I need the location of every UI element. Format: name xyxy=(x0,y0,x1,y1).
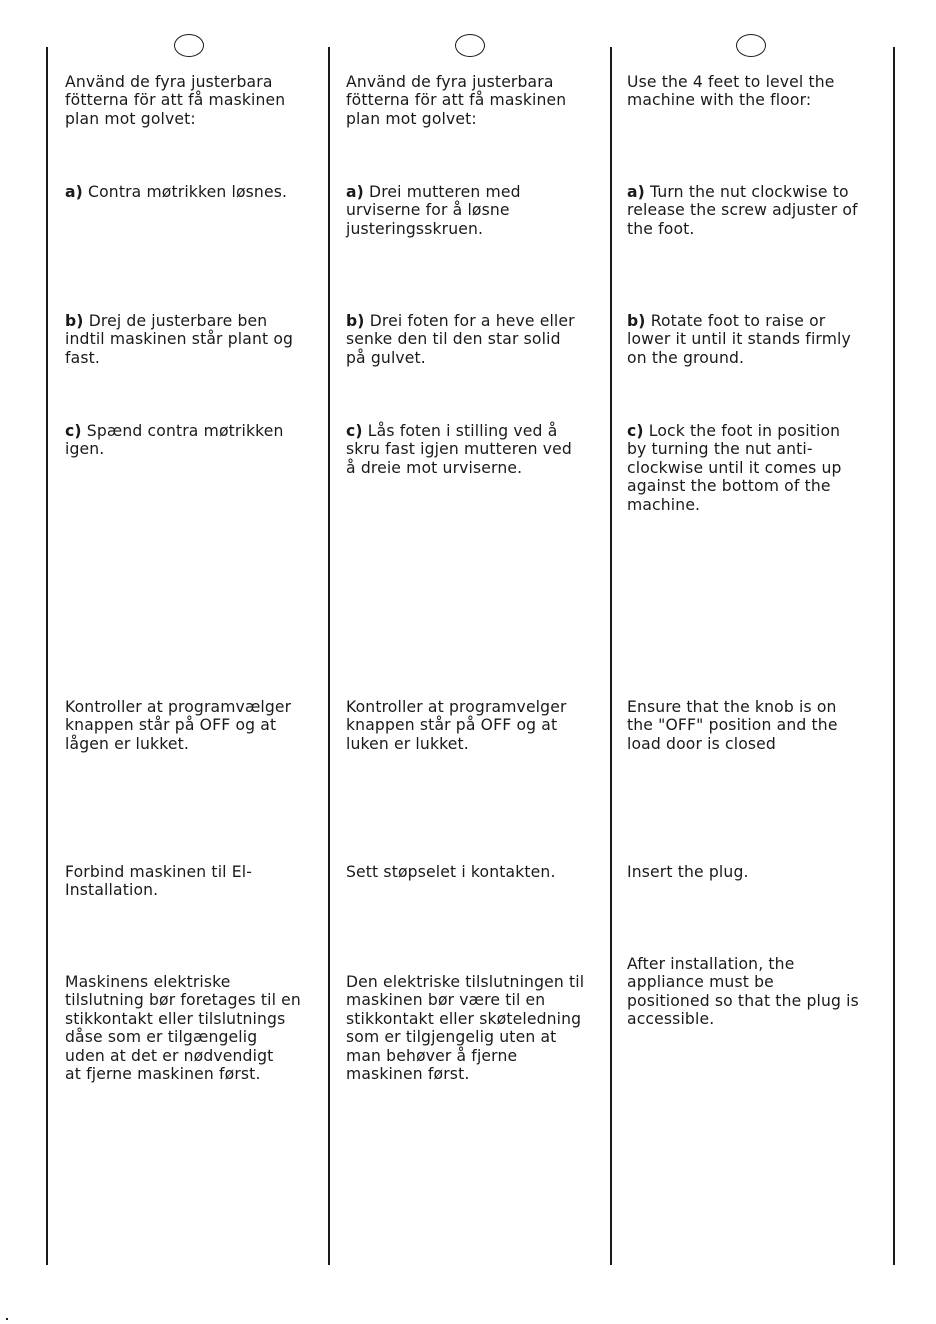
step-a-text: Drei mutteren med urviserne for å løsne justeringsskruen. xyxy=(346,183,521,238)
leveling-intro: Use the 4 feet to level the machine with the floor: xyxy=(627,73,835,110)
knob-check-instruction: Ensure that the knob is on the "OFF" position and the load door is closed xyxy=(627,698,838,753)
step-b-text: Drej de justerbare ben indtil maskinen står plant og fast. xyxy=(65,312,294,367)
step-b-text: Rotate foot to raise or lower it until it stands firmly on the ground. xyxy=(627,312,851,367)
step-c-marker: c) xyxy=(65,422,82,440)
step-b xyxy=(346,312,608,367)
step-a xyxy=(346,183,608,238)
step-a xyxy=(627,183,889,238)
column-rule-middle-left xyxy=(328,47,330,1265)
step-b-text: Drei foten for a heve eller senke den til den star solid på gulvet. xyxy=(346,312,575,367)
plug-access-instruction: Maskinens elektriske tilslutning bør foretages til en stikkontakt eller tilslutnings dåse som er tilgængelig uden at det er nødvendigt at fjerne maskinen først. xyxy=(65,973,301,1084)
leveling-intro: Använd de fyra justerbara fötterna för att få maskinen plan mot golvet: xyxy=(346,73,567,128)
plug-access-instruction: Den elektriske tilslutningen til maskinen bør være til en stikkontakt eller skøteledning som er tilgjengelig uten at man behøver å fjerne maskinen først. xyxy=(346,973,585,1084)
corner-dot xyxy=(6,1318,8,1320)
step-b xyxy=(627,312,889,367)
step-b-marker: b) xyxy=(65,312,84,330)
knob-check-instruction: Kontroller at programvælger knappen står på OFF og at lågen er lukket. xyxy=(65,698,292,753)
column-rule-left xyxy=(46,47,48,1265)
step-c-text: Lås foten i stilling ved å skru fast igjen mutteren ved å dreie mot urviserne. xyxy=(346,422,572,477)
plug-instruction: Sett støpselet i kontakten. xyxy=(346,863,556,881)
column-rule-middle-right xyxy=(610,47,612,1265)
text-column-3 xyxy=(627,0,889,1324)
step-c xyxy=(65,422,327,459)
step-b xyxy=(65,312,327,367)
step-c xyxy=(346,422,608,477)
step-c-text: Spænd contra møtrikken igen. xyxy=(65,422,284,459)
step-a-marker: a) xyxy=(627,183,645,201)
step-c-marker: c) xyxy=(346,422,363,440)
plug-instruction: Forbind maskinen til El- Installation. xyxy=(65,863,253,900)
step-a-text: Turn the nut clockwise to release the screw adjuster of the foot. xyxy=(627,183,858,238)
text-column-2 xyxy=(346,0,608,1324)
step-b-marker: b) xyxy=(346,312,365,330)
step-a-text: Contra møtrikken løsnes. xyxy=(82,183,288,201)
leveling-intro: Använd de fyra justerbara fötterna för att få maskinen plan mot golvet: xyxy=(65,73,286,128)
step-c-text: Lock the foot in position by turning the nut anti- clockwise until it comes up against the bottom of the machine. xyxy=(627,422,842,514)
step-b-marker: b) xyxy=(627,312,646,330)
text-column-1 xyxy=(65,0,327,1324)
step-a-marker: a) xyxy=(65,183,83,201)
plug-access-instruction: After installation, the appliance must be positioned so that the plug is accessible. xyxy=(627,955,859,1029)
step-c-marker: c) xyxy=(627,422,644,440)
column-rule-right xyxy=(893,47,895,1265)
step-a-marker: a) xyxy=(346,183,364,201)
plug-instruction: Insert the plug. xyxy=(627,863,749,881)
step-c xyxy=(627,422,889,514)
knob-check-instruction: Kontroller at programvelger knappen står på OFF og at luken er lukket. xyxy=(346,698,567,753)
step-a xyxy=(65,183,327,201)
